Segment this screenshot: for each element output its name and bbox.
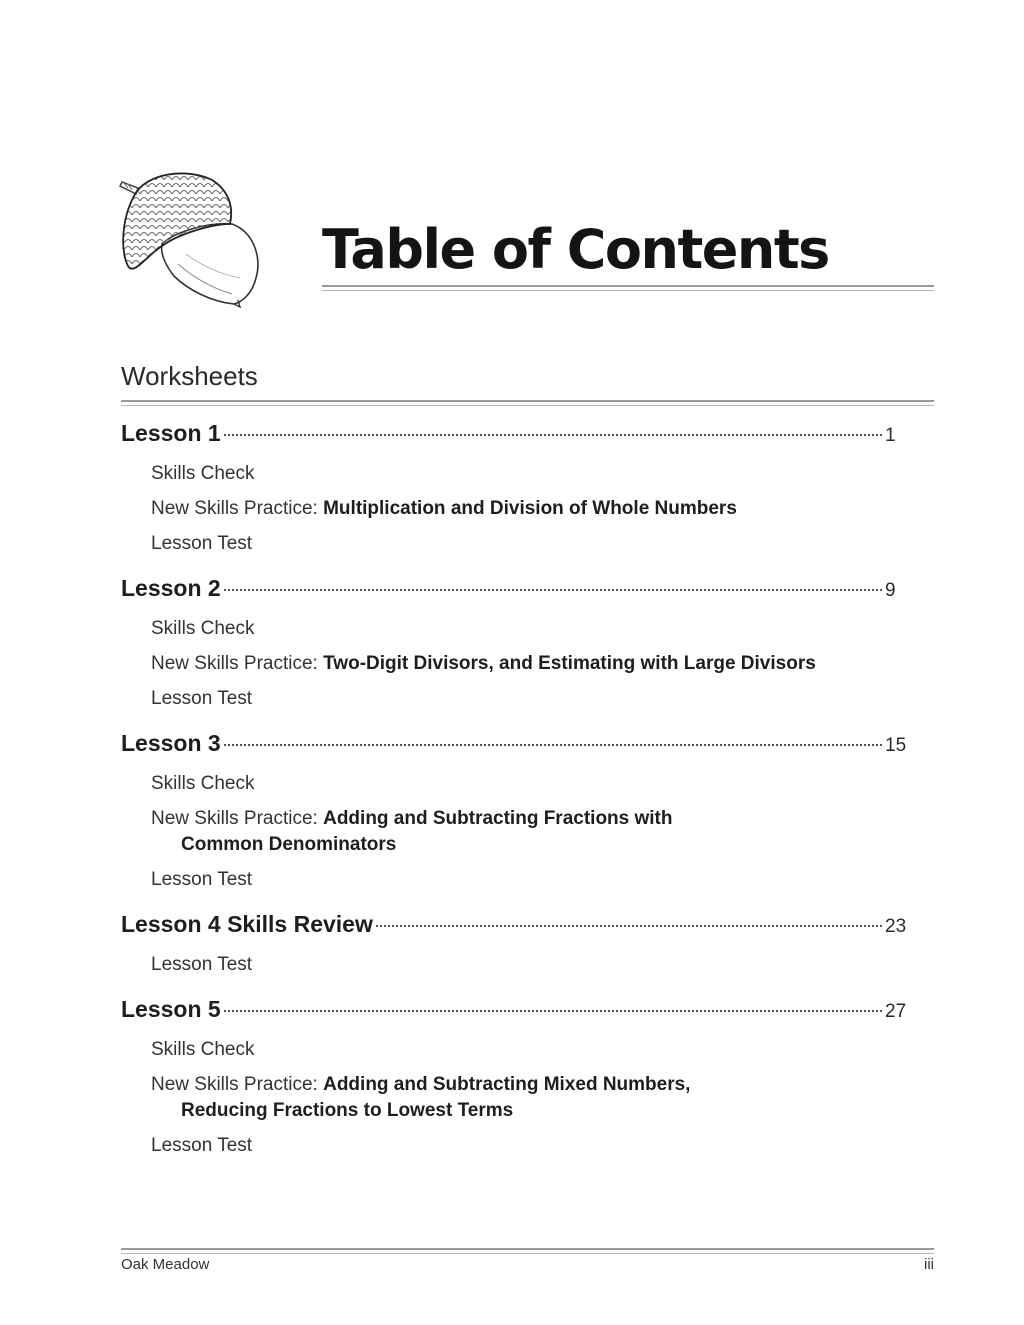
subitem-label: Lesson Test bbox=[151, 533, 253, 554]
page-number: 23 bbox=[885, 916, 907, 937]
subitem-topic: Adding and Subtracting Fractions with bbox=[323, 808, 673, 829]
toc-subitem bbox=[121, 1067, 911, 1102]
toc-subitem-continuation bbox=[121, 832, 911, 862]
lesson-title: Lesson 5 bbox=[121, 996, 221, 1022]
toc-entry-heading[interactable] bbox=[121, 420, 911, 456]
subitem-label: New Skills Practice: bbox=[151, 808, 324, 829]
toc-entry-lesson-5 bbox=[121, 996, 911, 1163]
toc-subitem bbox=[121, 862, 911, 897]
toc-subitem bbox=[121, 646, 911, 681]
subitem-label: Lesson Test bbox=[151, 869, 253, 890]
toc-subitem bbox=[121, 766, 911, 801]
page-number: 27 bbox=[885, 1001, 907, 1022]
dot-leader bbox=[224, 434, 882, 436]
toc-subitem bbox=[121, 491, 911, 526]
page-title: Table of Contents bbox=[322, 218, 829, 281]
toc-subitem bbox=[121, 947, 911, 982]
subitem-label: Skills Check bbox=[151, 1039, 255, 1060]
title-divider bbox=[322, 285, 934, 287]
subitem-topic: Adding and Subtracting Mixed Numbers, bbox=[323, 1074, 691, 1095]
toc-subitem bbox=[121, 801, 911, 836]
subitem-topic: Reducing Fractions to Lowest Terms bbox=[181, 1100, 514, 1121]
footer-publisher: Oak Meadow bbox=[121, 1256, 210, 1273]
toc-entry-lesson-1 bbox=[121, 420, 911, 561]
dot-leader bbox=[224, 744, 882, 746]
section-divider bbox=[121, 400, 934, 402]
subitem-label: New Skills Practice: bbox=[151, 653, 324, 674]
toc-entry-lesson-3 bbox=[121, 730, 911, 897]
subitem-topic: Multiplication and Division of Whole Numbers bbox=[323, 498, 737, 519]
title-divider-thin bbox=[322, 290, 934, 291]
toc-subitem bbox=[121, 681, 911, 716]
toc-list bbox=[121, 420, 911, 1177]
toc-entry-heading[interactable] bbox=[121, 911, 911, 947]
lesson-title: Lesson 1 bbox=[121, 420, 221, 446]
subitem-label: Lesson Test bbox=[151, 688, 253, 709]
toc-subitem bbox=[121, 611, 911, 646]
subitem-label: Skills Check bbox=[151, 618, 255, 639]
page-number: 9 bbox=[885, 580, 896, 601]
section-heading: Worksheets bbox=[121, 361, 258, 391]
toc-subitem bbox=[121, 526, 911, 561]
dot-leader bbox=[224, 1010, 882, 1012]
dot-leader bbox=[224, 589, 882, 591]
lesson-title: Lesson 4 Skills Review bbox=[121, 911, 373, 937]
toc-subitem-continuation bbox=[121, 1098, 911, 1128]
page-number: 1 bbox=[885, 425, 896, 446]
footer-divider-thin bbox=[121, 1253, 934, 1254]
toc-subitem bbox=[121, 1032, 911, 1067]
acorn-illustration-icon bbox=[116, 166, 268, 308]
toc-entry-heading[interactable] bbox=[121, 575, 911, 611]
subitem-topic: Two-Digit Divisors, and Estimating with Large Divisors bbox=[323, 653, 816, 674]
dot-leader bbox=[376, 925, 882, 927]
lesson-title: Lesson 2 bbox=[121, 575, 221, 601]
lesson-title: Lesson 3 bbox=[121, 730, 221, 756]
toc-subitem bbox=[121, 1128, 911, 1163]
subitem-label: Skills Check bbox=[151, 463, 255, 484]
toc-entry-lesson-2 bbox=[121, 575, 911, 716]
subitem-label: Lesson Test bbox=[151, 954, 253, 975]
section-divider-thin bbox=[121, 405, 934, 406]
page-number: 15 bbox=[885, 735, 907, 756]
subitem-label: Skills Check bbox=[151, 773, 255, 794]
subitem-label: New Skills Practice: bbox=[151, 498, 324, 519]
toc-subitem bbox=[121, 456, 911, 491]
subitem-topic: Common Denominators bbox=[181, 834, 397, 855]
footer-divider bbox=[121, 1248, 934, 1250]
toc-entry-heading[interactable] bbox=[121, 996, 911, 1032]
toc-entry-lesson-4 bbox=[121, 911, 911, 982]
subitem-label: Lesson Test bbox=[151, 1135, 253, 1156]
subitem-label: New Skills Practice: bbox=[151, 1074, 324, 1095]
footer-page-number: iii bbox=[924, 1256, 934, 1273]
toc-entry-heading[interactable] bbox=[121, 730, 911, 766]
